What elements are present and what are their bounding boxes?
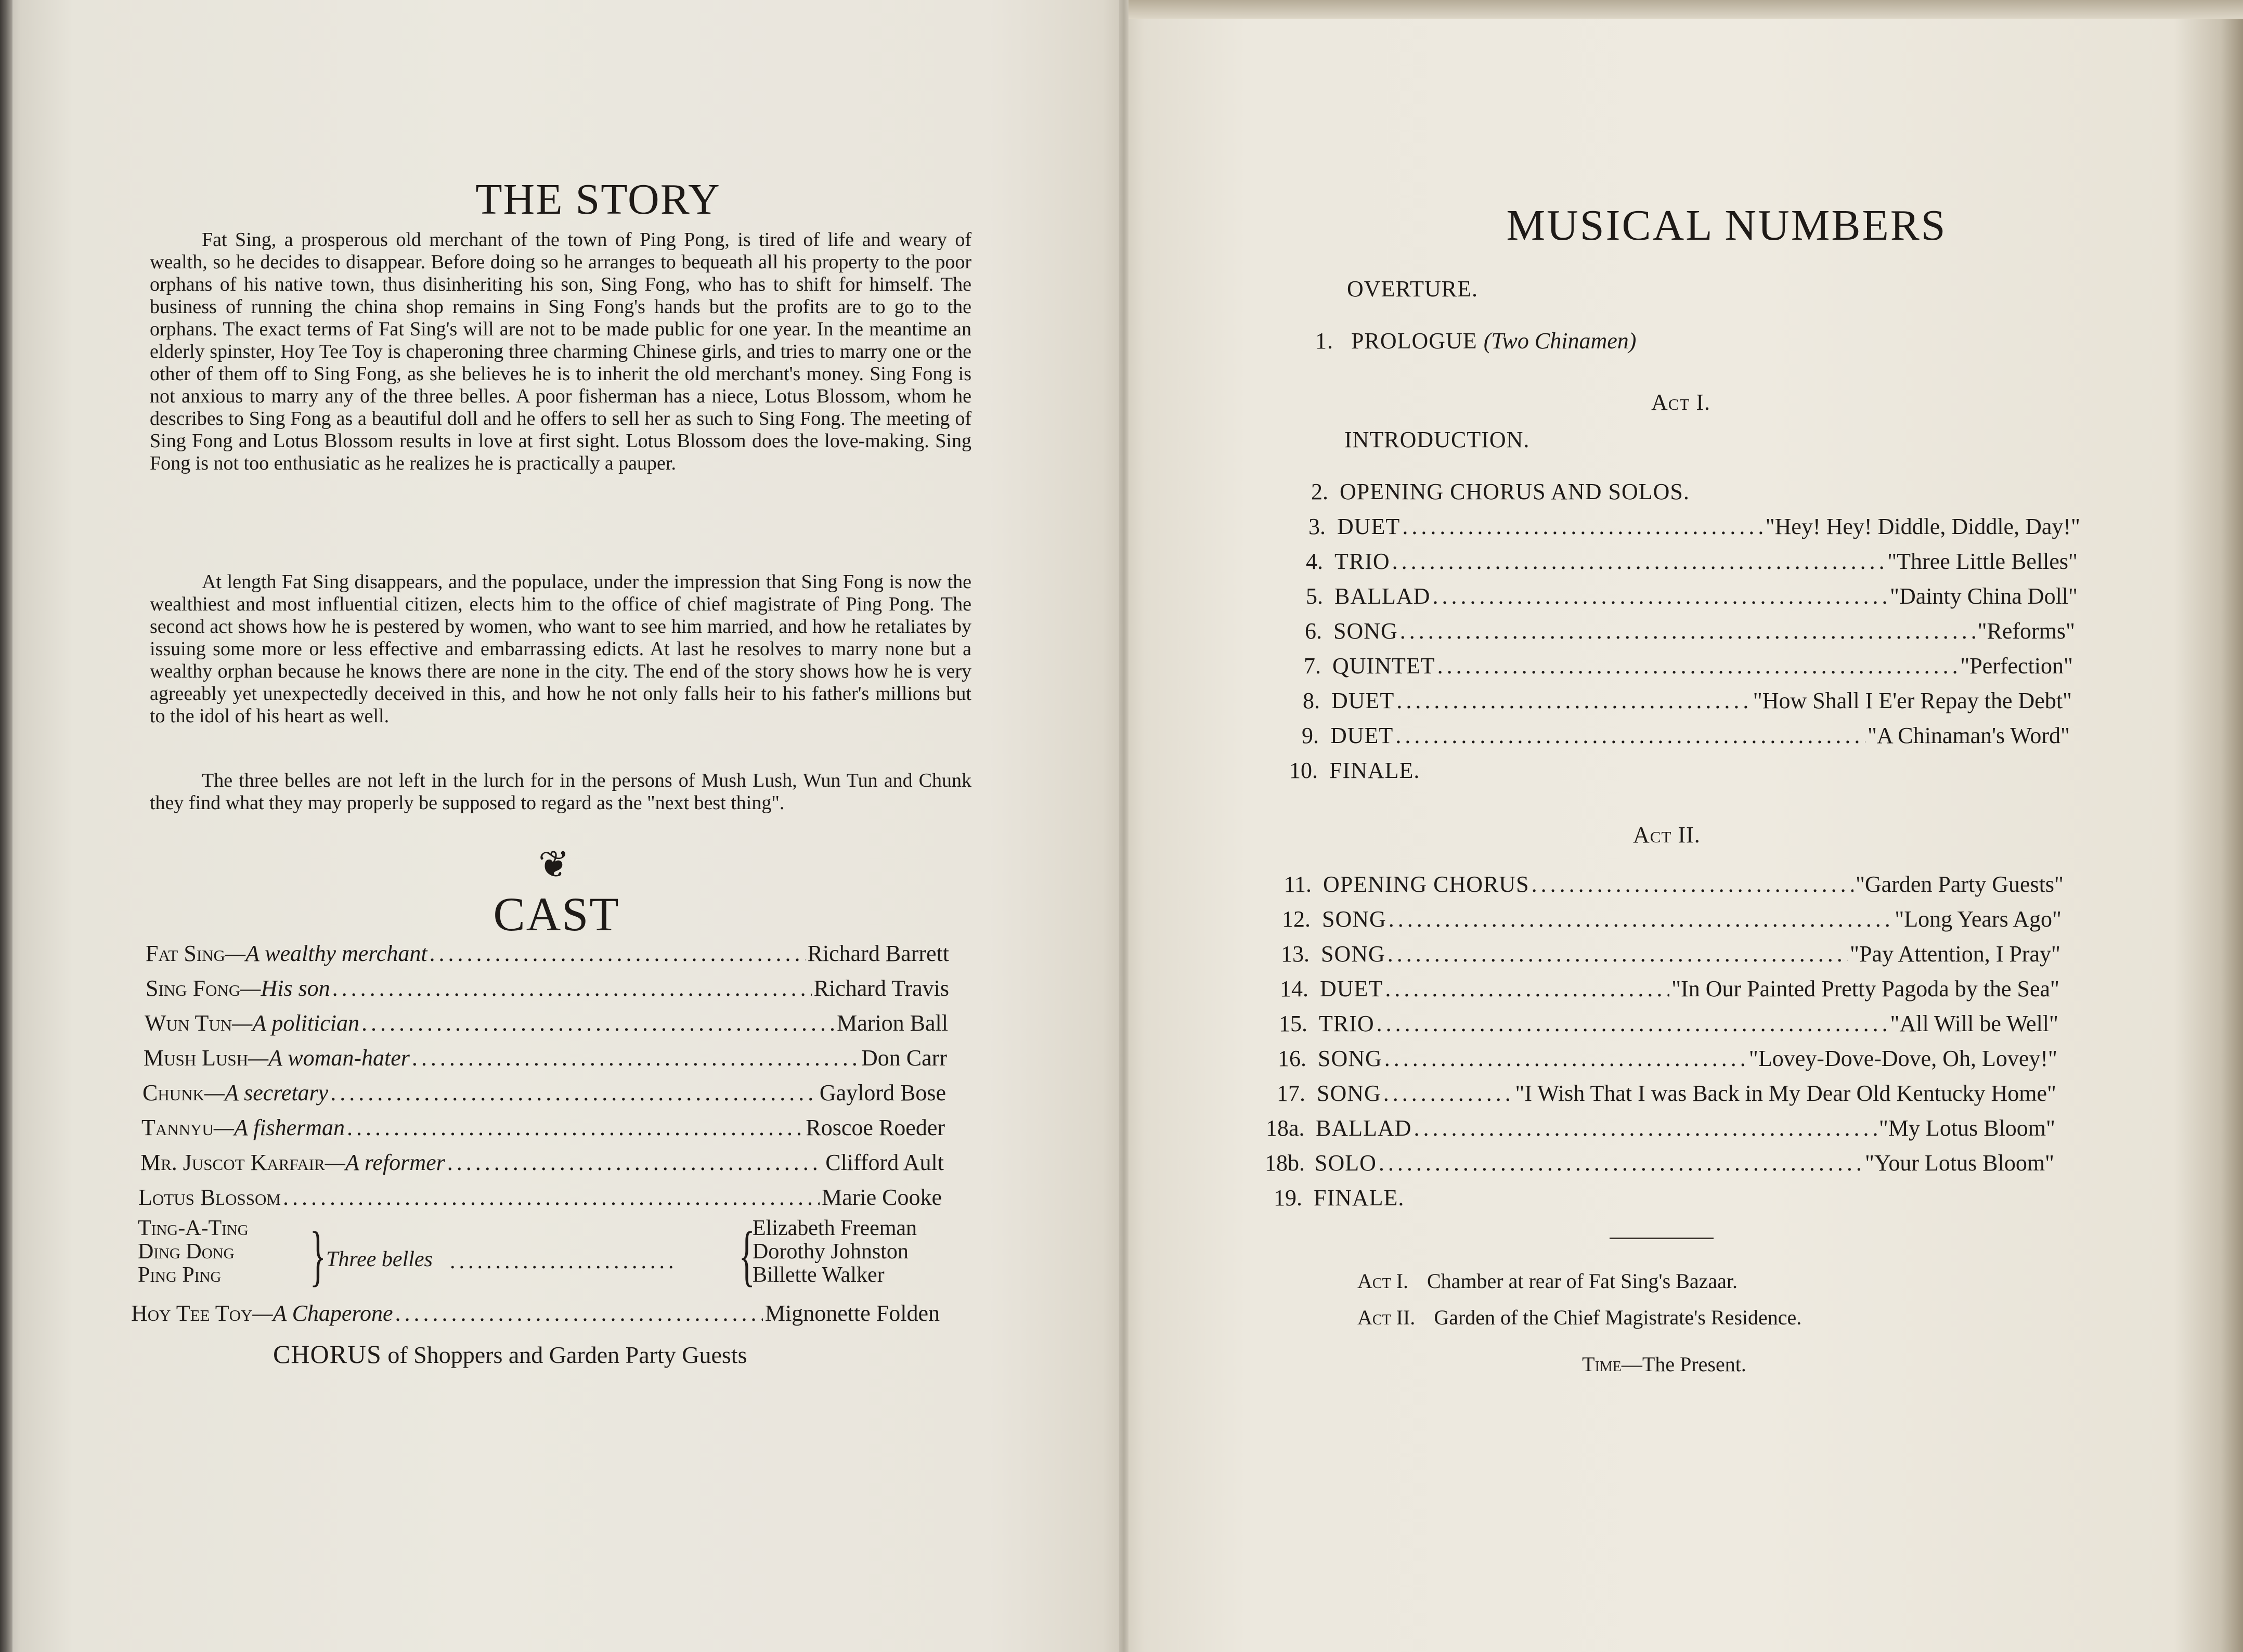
- song-title: "I Wish That I was Back in My Dear Old Kentucky Home": [1515, 1081, 2056, 1106]
- song-title: "How Shall I E'er Repay the Debt": [1753, 688, 2072, 713]
- musical-number-row: [1287, 513, 2080, 544]
- musical-number-row: [1283, 618, 2075, 649]
- musical-number-row: [1272, 906, 2062, 937]
- belle-actors: [753, 1217, 917, 1287]
- act-two-setting: [1357, 1305, 1801, 1330]
- number-label: 4.: [1306, 549, 1323, 574]
- song-title: "Your Lotus Bloom": [1865, 1150, 2054, 1176]
- song-title: "Hey! Hey! Diddle, Diddle, Day!": [1765, 514, 2080, 539]
- chorus-label: CHORUS: [273, 1339, 382, 1369]
- musical-number-row: [1268, 1045, 2057, 1076]
- dot-leader: [1377, 1010, 1888, 1037]
- musical-number-row: [1285, 548, 2078, 579]
- number-label: 8.: [1303, 688, 1320, 713]
- musical-number-row: [1269, 1010, 2058, 1042]
- number-label: 16.: [1278, 1046, 1306, 1071]
- left-brace-icon: {: [738, 1218, 755, 1293]
- musical-number-row: [1282, 653, 2073, 684]
- cast-row: [138, 1184, 942, 1215]
- character-role: —A secretary: [204, 1080, 329, 1105]
- number-label: 14.: [1280, 976, 1308, 1001]
- overture: OVERTURE.: [1347, 276, 1479, 302]
- song-title: "Lovey-Dove-Dove, Oh, Lovey!": [1748, 1046, 2057, 1071]
- dot-leader: [361, 1010, 835, 1036]
- number-label: 5.: [1306, 583, 1323, 609]
- cast-row: [131, 1300, 940, 1331]
- dot-leader: [412, 1045, 859, 1071]
- character-name: Mr. Juscot Karfair: [140, 1150, 325, 1175]
- belle-name: Ping Ping: [138, 1263, 222, 1287]
- cast-row: [144, 1045, 947, 1076]
- musical-number-row: [1279, 757, 2069, 788]
- dot-leader: [1379, 1150, 1863, 1176]
- story-paragraph-2: At length Fat Sing disappears, and the populace, under the impression that Sing Fong is now the wealthiest and most influential citizen, elects him to the office of chief magistrate of Ping Pong. The second act shows how he is pestered by women, who want to see him married, and how he retaliates by issuing some more or less effective and embarrassing edicts. At last he resolves to marry none but a wealthy orphan because he knows there are none in the city. The end of the story shows how he is very agreeably yet unexpectedly deceived in this, and how he not only falls heir to his father's millions but to the idol of his heart as well.: [150, 571, 971, 727]
- time-label: Time: [1582, 1352, 1622, 1376]
- actor-name: Don Carr: [861, 1045, 947, 1071]
- dot-leader: [1385, 975, 1669, 1002]
- song-title: "Pay Attention, I Pray": [1849, 941, 2060, 967]
- musical-number-row: [1273, 871, 2064, 902]
- number-label: 18b.: [1265, 1150, 1305, 1176]
- number-label: 11.: [1283, 871, 1312, 897]
- number-type: DUET: [1320, 976, 1383, 1001]
- setting-text: Garden of the Chief Magistrate's Residence.: [1434, 1306, 1802, 1329]
- number-label: 6.: [1305, 618, 1322, 644]
- musical-numbers-title: MUSICAL NUMBERS: [1506, 201, 1947, 250]
- chorus-text: of Shoppers and Garden Party Guests: [387, 1342, 747, 1368]
- number-type: FINALE.: [1314, 1185, 1405, 1211]
- character-name: Hoy Tee Toy: [131, 1300, 253, 1326]
- dot-leader: .........................: [450, 1250, 678, 1273]
- number-label: 10.: [1289, 758, 1318, 783]
- cast-row: [142, 1079, 946, 1111]
- cast-row: [140, 1149, 944, 1180]
- song-title: "Three Little Belles": [1887, 549, 2078, 574]
- number-type: DUET: [1337, 514, 1401, 539]
- story-paragraph-1: Fat Sing, a prosperous old merchant of the town of Ping Pong, is tired of life and weary of wealth, so he decides to disappear. Before doing so he arranges to bequeath all his property to the poor orphans of his native town, thus disinheriting his son, Sing Fong, who has to shift for himself. The business of running the china shop remains in Sing Fong's hands but the profits are to go to the orphans. The exact terms of Fat Sing's will are not to be made public for one year. In the meantime an elderly spinster, Hoy Tee Toy is chaperoning three charming Chinese girls, and tries to marry one or the other of them off to Sing Fong, as she believes he is to inherit the old merchant's money. Sing Fong is not anxious to marry any of the three belles. A poor fisherman has a niece, Lotus Blossom, whom he describes to Sing Fong as a beautiful doll and he offers to sell her as such to Sing Fong. The meeting of Sing Fong and Lotus Blossom results in love at first sight. Lotus Blossom does the love-making. Sing Fong is not too enthusiatic as he realizes he is practically a pauper.: [150, 229, 971, 474]
- number-type: TRIO: [1334, 549, 1390, 574]
- actor-name: Mignonette Folden: [764, 1300, 940, 1326]
- song-title: "Garden Party Guests": [1855, 871, 2064, 897]
- chorus-line: [273, 1339, 747, 1369]
- dot-leader: [1532, 871, 1853, 897]
- actor-name: Gaylord Bose: [819, 1080, 946, 1105]
- number-type: SOLO: [1315, 1150, 1377, 1176]
- song-title: "All Will be Well": [1890, 1011, 2058, 1036]
- prologue-line: [1295, 328, 1636, 354]
- musical-number-row: [1267, 1080, 2056, 1111]
- time-text: —The Present.: [1621, 1352, 1746, 1376]
- number-label: 3.: [1308, 514, 1326, 539]
- number-type: SONG: [1321, 941, 1385, 967]
- character-role: —A Chaperone: [252, 1300, 393, 1326]
- right-brace-icon: }: [309, 1218, 326, 1293]
- dot-leader: [1384, 1045, 1747, 1072]
- prologue-note: (Two Chinamen): [1483, 328, 1637, 354]
- number-type: SONG: [1322, 906, 1386, 932]
- cast-row: [145, 1010, 948, 1041]
- character-name: Chunk: [142, 1080, 204, 1105]
- actor-name: Marie Cooke: [822, 1185, 942, 1210]
- number-type: OPENING CHORUS: [1323, 871, 1529, 897]
- cast-row: [146, 975, 949, 1006]
- number-label: 7.: [1304, 653, 1321, 679]
- actor-name: Roscoe Roeder: [806, 1115, 945, 1140]
- character-role: —A woman-hater: [248, 1045, 410, 1071]
- character-name: Fat Sing: [146, 941, 225, 966]
- belle-name: Ding Dong: [138, 1240, 235, 1264]
- number-label: 1.: [1315, 328, 1333, 354]
- prologue-text: PROLOGUE: [1351, 328, 1477, 354]
- dot-leader: [283, 1184, 820, 1211]
- actor-name: Billette Walker: [753, 1263, 885, 1287]
- dot-leader: [1383, 1080, 1513, 1107]
- number-type: FINALE.: [1329, 758, 1420, 783]
- actor-name: Richard Travis: [813, 975, 949, 1001]
- belles-label: Three belles: [326, 1247, 433, 1271]
- number-label: 2.: [1311, 479, 1328, 504]
- dot-leader: [1400, 618, 1976, 644]
- character-role: —A wealthy merchant: [225, 941, 427, 966]
- number-label: 17.: [1277, 1081, 1305, 1106]
- dot-leader: [1402, 513, 1763, 540]
- musical-number-row: [1270, 975, 2059, 1007]
- dot-leader: [1388, 941, 1848, 967]
- dot-leader: [1392, 548, 1886, 575]
- number-type: SONG: [1333, 618, 1398, 644]
- number-label: 15.: [1279, 1011, 1307, 1036]
- center-fold: [1119, 0, 1129, 1652]
- song-title: "Perfection": [1960, 653, 2073, 679]
- story-title: THE STORY: [475, 175, 721, 224]
- musical-number-row: [1266, 1115, 2055, 1146]
- cover-edge: [0, 0, 12, 1652]
- musical-number-row: [1281, 687, 2072, 719]
- dot-leader: [330, 1079, 818, 1106]
- song-title: "Reforms": [1977, 618, 2075, 644]
- number-type: QUINTET: [1332, 653, 1435, 679]
- time-line: [1555, 1352, 1773, 1376]
- song-title: "In Our Painted Pretty Pagoda by the Sea": [1671, 976, 2059, 1001]
- cast-row: [146, 940, 949, 971]
- number-label: 13.: [1281, 941, 1310, 967]
- character-name: Tannyu: [141, 1115, 214, 1140]
- setting-text: Chamber at rear of Fat Sing's Bazaar.: [1427, 1269, 1738, 1293]
- character-role: —His son: [240, 975, 330, 1001]
- page-top-edge: [1129, 0, 2243, 19]
- musical-number-row: [1285, 583, 2078, 614]
- fleuron-ornament: ❦: [538, 844, 570, 886]
- musical-number-row: [1280, 722, 2070, 753]
- dot-leader: [1437, 653, 1959, 679]
- number-label: 9.: [1302, 723, 1319, 748]
- act-one-heading: Act I.: [1651, 389, 1711, 415]
- character-role: —A fisherman: [213, 1115, 345, 1140]
- act-two-heading: Act II.: [1633, 822, 1701, 848]
- dot-leader: [1395, 722, 1865, 749]
- actor-name: Richard Barrett: [807, 941, 949, 966]
- dot-leader: [1396, 687, 1751, 714]
- dot-leader: [1414, 1115, 1876, 1141]
- number-type: BALLAD: [1334, 583, 1431, 609]
- number-type: SONG: [1317, 1081, 1381, 1106]
- number-type: SONG: [1318, 1046, 1382, 1071]
- character-name: Wun Tun: [145, 1010, 232, 1036]
- dot-leader: [447, 1149, 824, 1176]
- number-label: 12.: [1282, 906, 1311, 932]
- musical-number-row: [1265, 1150, 2054, 1181]
- number-type: OPENING CHORUS AND SOLOS.: [1340, 479, 1690, 504]
- character-role: —A reformer: [325, 1150, 445, 1175]
- belle-names: [138, 1217, 249, 1287]
- musical-number-row: [1271, 941, 2060, 972]
- number-type: TRIO: [1319, 1011, 1375, 1036]
- divider-rule: [1610, 1238, 1714, 1239]
- setting-label: Act I.: [1357, 1269, 1408, 1293]
- dot-leader: [332, 975, 812, 1001]
- character-role: —A politician: [232, 1010, 360, 1036]
- act-one-setting: [1357, 1269, 1738, 1293]
- number-type: DUET: [1330, 723, 1394, 748]
- song-title: "My Lotus Bloom": [1878, 1115, 2055, 1141]
- musical-number-row: [1264, 1185, 2053, 1216]
- setting-label: Act II.: [1357, 1306, 1416, 1329]
- dot-leader: [395, 1300, 762, 1326]
- actor-name: Elizabeth Freeman: [753, 1216, 917, 1240]
- number-label: 18a.: [1266, 1115, 1305, 1141]
- dot-leader: [430, 940, 806, 967]
- song-title: "Dainty China Doll": [1889, 583, 2078, 609]
- actor-name: Marion Ball: [837, 1010, 948, 1036]
- number-label: 19.: [1274, 1185, 1302, 1211]
- number-type: DUET: [1331, 688, 1395, 713]
- actor-name: Clifford Ault: [825, 1150, 944, 1175]
- dot-leader: [1432, 583, 1888, 609]
- introduction: INTRODUCTION.: [1344, 427, 1530, 452]
- character-name: Lotus Blossom: [138, 1185, 281, 1210]
- character-name: Mush Lush: [144, 1045, 249, 1071]
- dot-leader: [1389, 906, 1892, 932]
- song-title: "Long Years Ago": [1895, 906, 2062, 932]
- dot-leader: [347, 1114, 803, 1141]
- cast-row: [141, 1114, 945, 1146]
- song-title: "A Chinaman's Word": [1867, 723, 2070, 748]
- cast-title: CAST: [493, 888, 620, 941]
- character-name: Sing Fong: [146, 975, 241, 1001]
- story-paragraph-3: The three belles are not left in the lurch for in the persons of Mush Lush, Wun Tun and Chunk they find what they may properly be supposed to regard as the "next best thing".: [150, 770, 971, 814]
- number-type: BALLAD: [1316, 1115, 1412, 1141]
- musical-number-row: [1290, 478, 2085, 510]
- actor-name: Dorothy Johnston: [753, 1240, 909, 1264]
- belle-name: Ting-A-Ting: [138, 1216, 249, 1240]
